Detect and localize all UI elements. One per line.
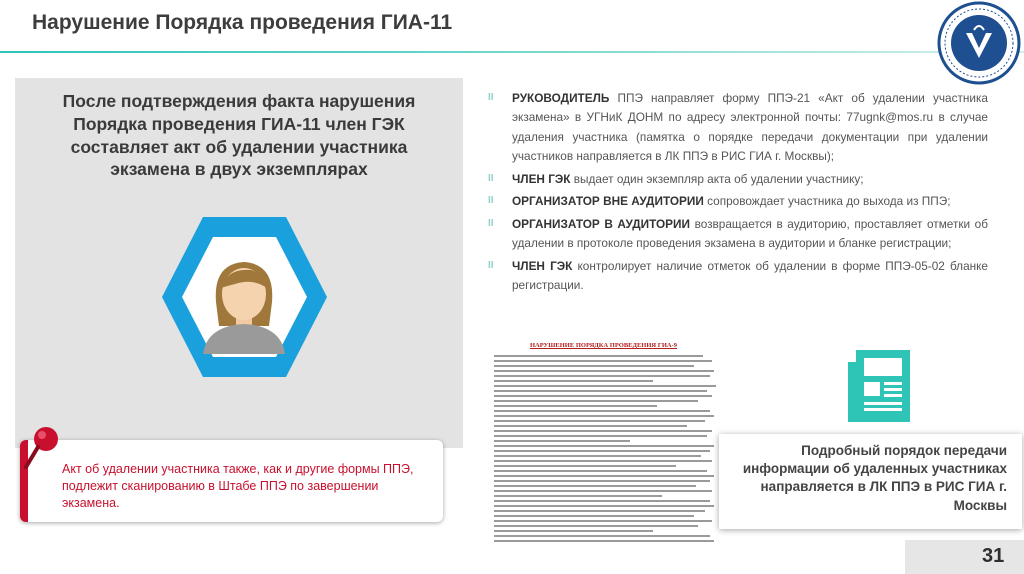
document-text-line — [494, 505, 714, 507]
document-text-line — [494, 380, 653, 382]
document-text-line — [494, 375, 710, 377]
document-text-line — [494, 530, 653, 532]
document-thumbnail — [490, 340, 717, 554]
document-text-line — [494, 385, 716, 387]
document-text-line — [494, 415, 714, 417]
document-text-line — [494, 540, 714, 542]
person-avatar-icon — [161, 214, 328, 380]
left-panel — [15, 78, 463, 448]
document-text-line — [494, 365, 694, 367]
list-item — [488, 89, 988, 167]
list-item — [488, 192, 988, 211]
bullet-marker: II — [488, 172, 494, 184]
header-divider — [0, 51, 1024, 53]
left-panel-heading: После подтверждения факта нарушения Порядка проведения ГИА-11 член ГЭК составляет акт об удалении участника экзамена в двух экземплярах — [62, 91, 416, 180]
list-item — [488, 257, 988, 296]
page-title: Нарушение Порядка проведения ГИА-11 — [32, 11, 453, 34]
document-text-line — [494, 490, 712, 492]
page-number-background — [905, 540, 1024, 574]
document-text-line — [494, 390, 707, 392]
document-text-line — [494, 420, 705, 422]
document-text-line — [494, 360, 712, 362]
list-item — [488, 215, 988, 254]
document-text-line — [494, 425, 687, 427]
document-text-line — [494, 400, 698, 402]
document-text-line — [494, 440, 630, 442]
document-text-line — [494, 500, 710, 502]
document-text-line — [494, 535, 710, 537]
document-text-line — [494, 455, 701, 457]
document-text-line — [494, 370, 714, 372]
responsibilities-list — [488, 89, 988, 299]
bullet-marker: II — [488, 259, 494, 271]
bullet-text: возвращается в аудиторию, проставляет отметки об удалении в протоколе проведения экзамена в аудитории и бланке регистрации; — [512, 216, 988, 251]
bullet-marker: II — [488, 92, 494, 103]
document-text-line — [494, 355, 703, 357]
newspaper-icon — [846, 348, 912, 424]
bullet-role: ОРГАНИЗАТОР В АУДИТОРИИ — [512, 216, 691, 231]
document-title: НАРУШЕНИЕ ПОРЯДКА ПРОВЕДЕНИЯ ГИА-9 — [529, 342, 678, 349]
info-box — [719, 434, 1022, 529]
organization-logo-icon — [936, 0, 1022, 86]
document-text-lines — [490, 355, 717, 542]
scan-note-box — [20, 440, 443, 522]
document-text-line — [494, 465, 676, 467]
page-number: 31 — [982, 545, 1005, 567]
document-text-line — [494, 495, 662, 497]
document-text-line — [494, 520, 712, 522]
document-text-line — [494, 445, 714, 447]
document-text-line — [494, 470, 707, 472]
bullet-role: ОРГАНИЗАТОР ВНЕ АУДИТОРИИ — [512, 194, 704, 209]
document-text-line — [494, 485, 696, 487]
document-text-line — [494, 405, 657, 407]
document-text-line — [494, 460, 712, 462]
document-text-line — [494, 450, 710, 452]
bullet-role: РУКОВОДИТЕЛЬ — [512, 91, 610, 105]
pushpin-icon — [20, 423, 64, 473]
document-text-line — [494, 515, 694, 517]
document-text-line — [494, 510, 705, 512]
list-item — [488, 170, 988, 189]
bullet-text: контролирует наличие отметок об удалении в форме ППЭ-05-02 бланке регистрации. — [512, 258, 988, 293]
bullet-marker: II — [488, 217, 494, 229]
document-text-line — [494, 395, 712, 397]
bullet-role: ЧЛЕН ГЭК — [512, 258, 573, 273]
document-text-line — [494, 480, 710, 482]
bullet-marker: II — [488, 195, 494, 207]
scan-note-text: Акт об удалении участника также, как и другие формы ППЭ, подлежит сканированию в Штабе ППЭ по завершении экзамена. — [62, 462, 414, 510]
bullet-text: сопровождает участника до выхода из ППЭ; — [703, 194, 951, 209]
bullet-text: ППЭ направляет форму ППЭ-21 «Акт об удалении участника экзамена» в УГНиК ДОНМ по адресу электронной почты: 77ugnk@mos.ru в случае удаления участника (памятка о порядке передачи документации при удалении участников направляется в ЛК ППЭ в РИС ГИА г. Москвы); — [512, 91, 988, 164]
document-text-line — [494, 435, 707, 437]
document-text-line — [494, 430, 712, 432]
document-text-line — [494, 410, 710, 412]
document-text-line — [494, 525, 698, 527]
bullet-role: ЧЛЕН ГЭК — [512, 171, 571, 186]
bullet-text: выдает один экземпляр акта об удалении участнику; — [570, 171, 864, 186]
document-text-line — [494, 475, 714, 477]
info-box-text: Подробный порядок передачи информации об удаленных участниках направляется в ЛК ППЭ в РИС ГИА г. Москвы — [742, 443, 1007, 513]
